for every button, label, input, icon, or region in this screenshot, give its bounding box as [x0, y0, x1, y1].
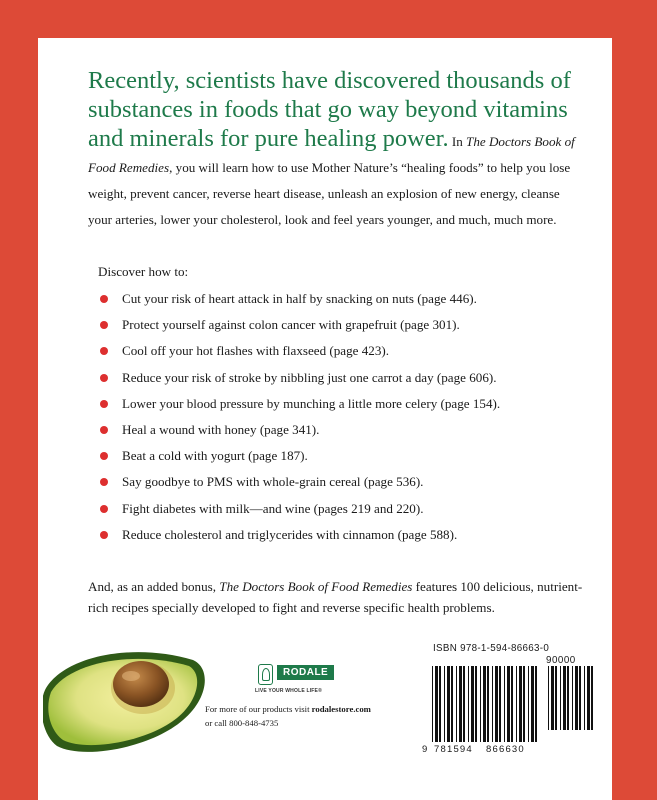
barcode-bar: [451, 666, 453, 742]
barcode-bar: [432, 666, 433, 742]
barcode-bar: [483, 666, 486, 742]
barcode-bar: [523, 666, 525, 742]
bonus-paragraph: [88, 576, 584, 618]
list-item: Cut your risk of heart attack in half by snacking on nuts (page 446).: [98, 290, 588, 316]
barcode-bar: [516, 666, 517, 742]
intro-paragraph: [88, 68, 584, 233]
barcode-bar: [468, 666, 469, 742]
barcode-bar: [487, 666, 489, 742]
list-item: Fight diabetes with milk—and wine (pages 219 and 220).: [98, 500, 588, 526]
barcode-bar: [435, 666, 438, 742]
barcode-bar: [587, 666, 590, 730]
intro-lead: In: [451, 134, 467, 149]
bullet-icon: [100, 452, 108, 460]
barcode-bar: [535, 666, 537, 742]
barcode-bar: [480, 666, 481, 742]
avocado-illustration: [43, 638, 213, 762]
barcode-bar: [475, 666, 477, 742]
bonus-text: features 100 delicious, nutrient-rich recipes specially developed to fight and reverse specific health problems.: [88, 579, 583, 615]
bullet-icon: [100, 478, 108, 486]
intro-text: , you will learn how to use Mother Nature’s “healing foods” to help you lose weight, prevent cancer, reverse heart disease, unleash an explosion of new energy, cleanse your arteries, lower your cholesterol, look and feel years younger, and much, much more.: [88, 160, 571, 227]
list-item: Beat a cold with yogurt (page 187).: [98, 447, 588, 473]
intro-book-title: The Doctors Book of Food Remedies: [88, 134, 575, 175]
barcode-bar: [439, 666, 441, 742]
barcode-bar: [456, 666, 457, 742]
barcode-bar: [531, 666, 534, 742]
barcode-bar: [551, 666, 554, 730]
list-item: Say goodbye to PMS with whole-grain cereal (page 536).: [98, 473, 588, 499]
phone-line: or call 800-848-4735: [205, 718, 279, 728]
barcode-bar: [444, 666, 445, 742]
bullet-icon: [100, 374, 108, 382]
rodale-logo-icon: [258, 664, 273, 685]
barcode-bar: [492, 666, 493, 742]
cover-panel: [38, 38, 612, 800]
barcode-bar: [555, 666, 557, 730]
visit-line: For more of our products visit rodalestore.com: [205, 704, 371, 714]
isbn-label: ISBN 978-1-594-86663-0: [433, 643, 550, 654]
publisher-tagline: LIVE YOUR WHOLE LIFE®: [255, 688, 322, 694]
bullet-icon: [100, 295, 108, 303]
barcode-bar: [447, 666, 450, 742]
barcode-bar: [504, 666, 505, 742]
bullet-icon: [100, 426, 108, 434]
list-item: Cool off your hot flashes with flaxseed (page 423).: [98, 342, 588, 368]
barcode-bar: [495, 666, 498, 742]
barcode-bar: [591, 666, 593, 730]
barcode-bar: [572, 666, 573, 730]
bullet-icon: [100, 321, 108, 329]
bullet-icon: [100, 531, 108, 539]
site-link: rodalestore.com: [311, 704, 371, 714]
bullet-icon: [100, 400, 108, 408]
isbn-barcode: [422, 658, 602, 744]
barcode-bar: [548, 666, 549, 730]
list-item: Heal a wound with honey (page 341).: [98, 421, 588, 447]
barcode-bar: [511, 666, 513, 742]
bonus-lead: And, as an added bonus,: [88, 579, 220, 594]
barcode-bar: [584, 666, 585, 730]
bonus-book-title: The Doctors Book of Food Remedies: [219, 579, 413, 594]
barcode-bar: [528, 666, 529, 742]
list-item: Reduce cholesterol and triglycerides with cinnamon (page 588).: [98, 526, 588, 552]
barcode-bar: [471, 666, 474, 742]
bullet-icon: [100, 505, 108, 513]
barcode-digit-group-2: 866630: [486, 744, 525, 755]
publisher-contact: [205, 702, 395, 730]
barcode-bar: [463, 666, 465, 742]
barcode-bar: [575, 666, 578, 730]
list-item: Lower your blood pressure by munching a little more celery (page 154).: [98, 395, 588, 421]
benefit-list: [98, 290, 588, 552]
barcode-bar: [499, 666, 501, 742]
list-item: Protect yourself against colon cancer with grapefruit (page 301).: [98, 316, 588, 342]
discover-label: Discover how to:: [98, 264, 189, 279]
bullet-icon: [100, 347, 108, 355]
barcode-digit-first: 9: [422, 744, 429, 755]
barcode-bar: [560, 666, 561, 730]
barcode-bar: [507, 666, 510, 742]
barcode-bar: [459, 666, 462, 742]
rodale-logo: [253, 664, 337, 698]
publisher-name: RODALE: [277, 665, 334, 680]
headline: Recently, scientists have discovered thousands of substances in foods that go way beyond vitamins and minerals for pure healing power.: [88, 67, 571, 152]
barcode-bar: [579, 666, 581, 730]
list-item: Reduce your risk of stroke by nibbling just one carrot a day (page 606).: [98, 369, 588, 395]
barcode-bar: [563, 666, 566, 730]
barcode-bar: [519, 666, 522, 742]
barcode-digit-group-1: 781594: [434, 744, 473, 755]
barcode-bar: [567, 666, 569, 730]
price-code: 90000: [546, 655, 576, 666]
